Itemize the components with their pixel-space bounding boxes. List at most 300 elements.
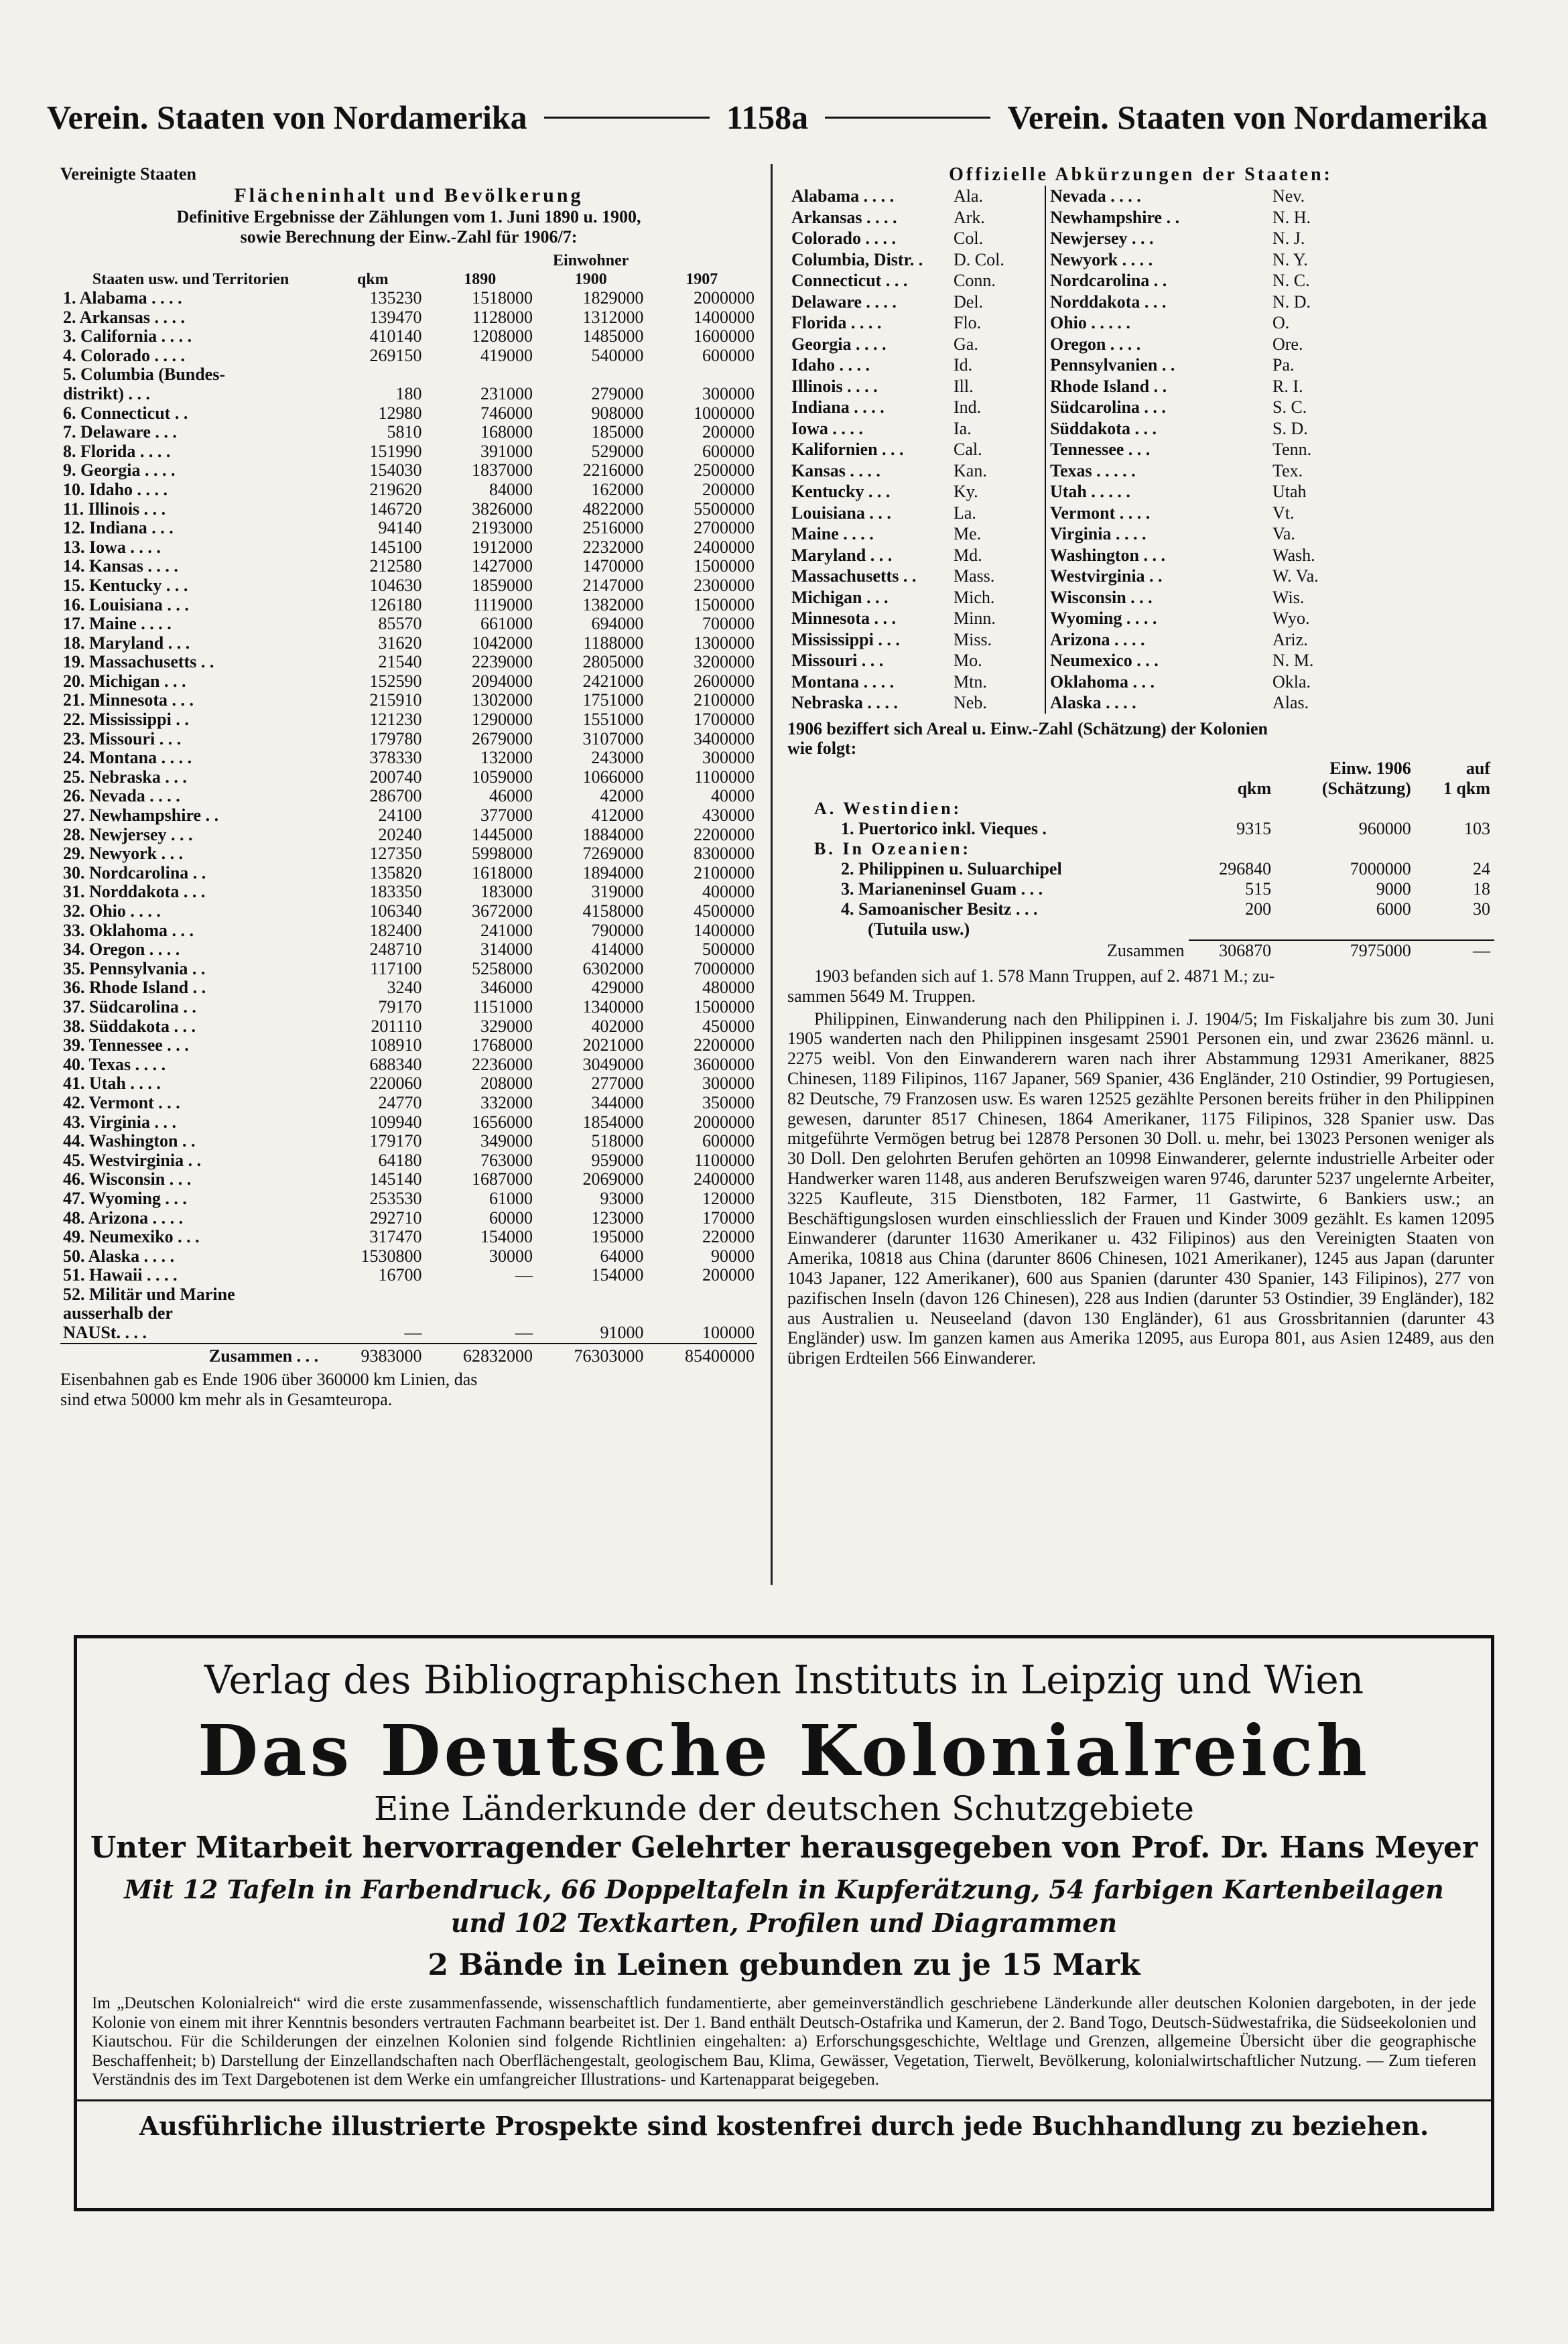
state-qkm: 180: [395, 383, 422, 403]
colony-einw: 960000: [1358, 819, 1411, 839]
pop-1907: 1600000: [694, 326, 755, 346]
state-qkm: 145100: [369, 537, 422, 557]
abbr-row: [787, 228, 1494, 249]
pop-1907: 5500000: [694, 499, 755, 519]
pop-1907: 200000: [702, 422, 755, 442]
state-qkm: 127350: [369, 844, 422, 864]
ad-divider: [77, 2099, 1491, 2101]
pop-1900: 1884000: [582, 824, 644, 844]
pop-1890: 391000: [480, 441, 533, 461]
state-qkm: 5810: [387, 422, 422, 442]
state-qkm: 12980: [378, 403, 422, 423]
abbr-row: [787, 692, 1494, 714]
col-header-qkm: qkm: [1237, 779, 1272, 799]
table-row: [60, 748, 757, 768]
state-name: 42. Vermont . . .: [63, 1092, 180, 1112]
abbr-state: Maine . . . .: [791, 524, 874, 543]
abbr-state: Nevada . . . .: [1050, 186, 1141, 206]
pop-1890: 30000: [488, 1246, 533, 1266]
header-1900: 1900: [574, 271, 607, 288]
pop-1890: 2679000: [471, 728, 533, 748]
abbr-code: Ind.: [950, 397, 1045, 418]
abbr-code: Col.: [950, 228, 1045, 249]
running-header: [47, 94, 1488, 141]
pop-1907: 2200000: [694, 824, 755, 844]
population-column: [60, 164, 757, 1410]
state-name: 4. Colorado . . . .: [63, 345, 185, 365]
colonies-intro: [787, 719, 1494, 759]
table-row: [60, 1323, 757, 1344]
abbr-code: N. Y.: [1272, 249, 1308, 269]
abbr-row: [787, 439, 1494, 460]
abbr-code: Alas.: [1272, 693, 1309, 712]
pop-1890: 241000: [480, 920, 533, 940]
abbr-row: [787, 503, 1494, 524]
state-qkm: 21540: [378, 652, 422, 672]
state-qkm: [321, 1304, 424, 1323]
population-table: [60, 251, 757, 1366]
abbr-code: Wash.: [1272, 545, 1315, 565]
table-row: [60, 289, 757, 308]
pop-1900: 1854000: [582, 1112, 644, 1132]
pop-1890: 2094000: [471, 671, 533, 691]
abbr-row: [787, 545, 1494, 566]
pop-1900: 1829000: [582, 288, 644, 308]
abbr-state: Pennsylvanien . .: [1050, 355, 1175, 375]
state-qkm: 79170: [378, 996, 422, 1017]
table-row: [60, 653, 757, 672]
pop-1890: 332000: [480, 1092, 533, 1112]
pop-1907: 600000: [702, 441, 755, 461]
pop-1907: 300000: [702, 1073, 755, 1094]
pop-1890: 1427000: [471, 556, 533, 576]
pop-1890: 1837000: [471, 460, 533, 480]
header-states: Staaten usw. und Territorien: [92, 271, 289, 288]
state-qkm: 410140: [369, 326, 422, 346]
state-qkm: 121230: [369, 710, 422, 730]
colony-total-qkm: 306870: [1189, 940, 1276, 961]
abbr-code: Ariz.: [1272, 629, 1308, 649]
state-name: 52. Militär und Marine: [63, 1284, 235, 1304]
pop-1907: 600000: [702, 345, 755, 365]
abbr-state: Newjersey . . .: [1050, 229, 1154, 248]
table-row: [60, 864, 757, 883]
total-1890: 62832000: [424, 1344, 535, 1366]
pop-1900: 2805000: [582, 652, 644, 672]
state-qkm: 145140: [369, 1169, 422, 1189]
table-row: [60, 1017, 757, 1037]
table-row: [60, 500, 757, 519]
state-name: 51. Hawaii . . . .: [63, 1265, 178, 1285]
abbr-row: [787, 397, 1494, 418]
pop-1907: 2100000: [694, 690, 755, 710]
pop-1900: 1312000: [582, 307, 644, 327]
state-qkm: 688340: [369, 1054, 422, 1074]
abbr-state: Colorado . . . .: [791, 229, 896, 248]
colony-note: (Tutuila usw.): [868, 919, 970, 939]
pop-1900: 2147000: [582, 575, 644, 595]
pop-1890: —: [515, 1323, 533, 1343]
table-row: [60, 806, 757, 826]
pop-1900: 42000: [600, 786, 644, 806]
abbr-state: Minnesota . . .: [791, 608, 896, 628]
abbr-row: [787, 460, 1494, 482]
pop-1900: 790000: [591, 920, 644, 940]
pop-1900: 277000: [591, 1073, 644, 1094]
table-row: [60, 1170, 757, 1189]
pop-1900: 185000: [591, 422, 644, 442]
pop-1900: 279000: [591, 383, 644, 403]
pop-1907: 2400000: [694, 537, 755, 557]
state-qkm: 126180: [369, 594, 422, 614]
pop-1900: 1485000: [582, 326, 644, 346]
state-name: 11. Illinois . . .: [63, 499, 166, 519]
state-qkm: 183350: [369, 882, 422, 902]
state-qkm: 85570: [378, 614, 422, 634]
pop-1890: 661000: [480, 614, 533, 634]
table-title: Flächeninhalt und Bevölkerung: [234, 184, 584, 206]
total-1907: 85400000: [646, 1344, 757, 1366]
state-name: distrikt) . . .: [63, 383, 150, 403]
abbr-code: Ill.: [950, 376, 1045, 397]
abbr-state: Massachusetts . .: [791, 566, 917, 586]
state-qkm: 64180: [378, 1150, 422, 1170]
state-qkm: 104630: [369, 575, 422, 595]
total-1900: 76303000: [535, 1344, 647, 1366]
colony-density: 24: [1473, 859, 1490, 879]
state-name: 16. Louisiana . . .: [63, 594, 189, 614]
pop-1890: 46000: [488, 786, 533, 806]
abbr-code: Ore.: [1272, 334, 1303, 354]
abbr-row: [787, 523, 1494, 545]
pop-1907: 8300000: [694, 844, 755, 864]
pop-1900: 123000: [591, 1208, 644, 1228]
state-name: 27. Newhampshire . .: [63, 805, 219, 826]
state-name: NAUSt. . . .: [63, 1323, 147, 1343]
state-name: 33. Oklahoma . . .: [63, 920, 194, 940]
header-right: Verein. Staaten von Nordamerika: [1007, 99, 1488, 136]
table-row: [60, 1304, 757, 1323]
state-name: 35. Pennsylvania . .: [63, 958, 206, 978]
abbr-row: [787, 671, 1494, 693]
table-row: [60, 672, 757, 692]
pop-1890: [424, 1285, 535, 1305]
colony-qkm: 296840: [1219, 859, 1272, 879]
state-qkm: 179780: [369, 728, 422, 748]
pop-1907: 2000000: [694, 288, 755, 308]
pop-1890: 2236000: [471, 1054, 533, 1074]
colonies-intro-line-1: 1906 beziffert sich Areal u. Einw.-Zahl (Schätzung) der Kolonien: [787, 718, 1268, 738]
state-name: 45. Westvirginia . .: [63, 1150, 202, 1170]
total-qkm: 9383000: [321, 1344, 424, 1366]
state-name: 49. Neumexiko . . .: [63, 1227, 200, 1247]
abbr-title: Offizielle Abkürzungen der Staaten:: [949, 164, 1333, 185]
pop-1890: —: [515, 1265, 533, 1285]
abbr-code: Va.: [1272, 524, 1295, 543]
abbr-code: Ga.: [950, 334, 1045, 355]
colony-name: 2. Philippinen u. Suluarchipel: [841, 859, 1062, 879]
abbr-state: Newhampshire . .: [1050, 207, 1180, 227]
pop-1900: 93000: [600, 1188, 644, 1208]
abbr-state: Louisiana . . .: [791, 503, 891, 523]
total-label: Zusammen . . .: [60, 1344, 321, 1366]
pop-1907: 450000: [702, 1016, 755, 1036]
pop-1900: 4822000: [582, 499, 644, 519]
troops-line-1: 1903 befanden sich auf 1. 578 Mann Truppen, auf 2. 4871 M.; zu-: [814, 966, 1275, 986]
state-name: 38. Süddakota . . .: [63, 1016, 196, 1036]
abbr-code: N. J.: [1272, 229, 1305, 248]
state-name: 29. Newyork . . .: [63, 844, 184, 864]
pop-1890: 1687000: [471, 1169, 533, 1189]
pop-1900: [535, 1304, 647, 1323]
table-row: [60, 327, 757, 346]
state-name: 14. Kansas . . . .: [63, 556, 178, 576]
pop-1907: 90000: [711, 1246, 755, 1266]
state-name: 26. Nevada . . . .: [63, 786, 180, 806]
state-name: 32. Ohio . . . .: [63, 901, 161, 921]
abbr-code: S. D.: [1272, 418, 1308, 438]
region-westindien: A. Westindien:: [814, 799, 962, 819]
pop-1900: 91000: [600, 1323, 644, 1343]
state-name: 48. Arizona . . . .: [63, 1208, 184, 1228]
pop-1890: 314000: [480, 939, 533, 960]
table-row: [60, 978, 757, 998]
abbr-code: Id.: [950, 354, 1045, 376]
pop-1890: 5258000: [471, 958, 533, 978]
abbr-code: La.: [950, 503, 1045, 524]
state-qkm: 94140: [378, 518, 422, 538]
abbr-state: Neumexico . . .: [1050, 651, 1159, 670]
abbr-code: Okla.: [1272, 671, 1311, 692]
abbr-state: Arkansas . . . .: [791, 207, 897, 227]
state-name: 17. Maine . . . .: [63, 614, 172, 634]
pop-1907: [646, 365, 757, 385]
table-row: [60, 960, 757, 979]
state-name: 28. Newjersey . . .: [63, 824, 193, 844]
region-ozeanien: B. In Ozeanien:: [814, 839, 972, 859]
state-name: 40. Texas . . . .: [63, 1054, 166, 1074]
state-name: 50. Alaska . . . .: [63, 1246, 175, 1266]
table-row: [60, 1055, 757, 1075]
pop-1907: 300000: [702, 383, 755, 403]
abbr-state: Michigan . . .: [791, 587, 889, 607]
pop-1900: 344000: [591, 1092, 644, 1112]
state-qkm: 1530800: [361, 1246, 422, 1266]
pop-1907: 3600000: [694, 1054, 755, 1074]
header-1890: 1890: [464, 271, 497, 288]
pop-1907: [646, 1285, 757, 1305]
state-name: 15. Kentucky . . .: [63, 575, 188, 595]
pop-1907: 3200000: [694, 652, 755, 672]
pop-1890: 1042000: [471, 633, 533, 653]
table-row: [60, 538, 757, 558]
pop-1900: 64000: [600, 1246, 644, 1266]
abbr-state: Nordcarolina . .: [1050, 271, 1167, 290]
table-row: [60, 365, 757, 385]
header-einwohner: Einwohner: [553, 252, 629, 269]
abbr-state: Washington . . .: [1050, 545, 1165, 565]
abbr-state: Missouri . . .: [791, 651, 884, 670]
state-qkm: 135230: [369, 288, 422, 308]
state-qkm: 182400: [369, 920, 422, 940]
state-name: 3. California . . . .: [63, 326, 192, 346]
abbr-state: Kentucky . . .: [791, 482, 891, 501]
pop-1890: 763000: [480, 1150, 533, 1170]
abbr-state: Oregon . . . .: [1050, 334, 1141, 354]
abbr-state: Oklahoma . . .: [1050, 671, 1155, 692]
pop-1890: 60000: [488, 1208, 533, 1228]
pop-1890: 1059000: [471, 767, 533, 787]
pop-1900: 3107000: [582, 728, 644, 748]
pop-1900: 2516000: [582, 518, 644, 538]
state-qkm: 109940: [369, 1112, 422, 1132]
pop-1900: 1551000: [582, 710, 644, 730]
colony-name: 1. Puertorico inkl. Vieques .: [841, 819, 1047, 839]
state-name: 47. Wyoming . . .: [63, 1188, 187, 1208]
abbr-row: [787, 418, 1494, 440]
abbr-state: Indiana . . . .: [791, 397, 885, 417]
state-qkm: 219620: [369, 479, 422, 499]
state-qkm: 24770: [378, 1092, 422, 1112]
table-row: [60, 596, 757, 615]
colony-density: 103: [1464, 819, 1490, 839]
state-name: 23. Missouri . . .: [63, 728, 182, 748]
state-name: 46. Wisconsin . . .: [63, 1169, 192, 1189]
state-name: 30. Nordcarolina . .: [63, 862, 206, 883]
abbr-code: N. M.: [1272, 651, 1314, 670]
ad-title: Das Deutsche Kolonialreich: [198, 1709, 1370, 1792]
state-name: 2. Arkansas . . . .: [63, 307, 186, 327]
state-name: 22. Mississippi . .: [63, 710, 189, 730]
state-qkm: 152590: [369, 671, 422, 691]
state-qkm: [321, 1285, 424, 1305]
pop-1900: 2232000: [582, 537, 644, 557]
pop-1900: 1751000: [582, 690, 644, 710]
pop-1907: 2000000: [694, 1112, 755, 1132]
table-row: [60, 1189, 757, 1209]
abbr-state: Connecticut . . .: [791, 271, 908, 290]
abbreviations-column: [787, 164, 1494, 1368]
table-row: [60, 576, 757, 596]
pop-1890: 231000: [480, 383, 533, 403]
pop-1907: 200000: [702, 1265, 755, 1285]
abbr-code: Mo.: [950, 650, 1045, 671]
state-name: 1. Alabama . . . .: [63, 288, 182, 308]
abbr-state: Norddakota . . .: [1050, 291, 1167, 312]
state-name: 25. Nebraska . . .: [63, 767, 187, 787]
pop-1890: 2239000: [471, 652, 533, 672]
table-row: [60, 519, 757, 538]
pop-1907: 2100000: [694, 862, 755, 883]
abbr-row: [787, 566, 1494, 587]
state-qkm: 286700: [369, 786, 422, 806]
pop-1907: 1000000: [694, 403, 755, 423]
state-name: 31. Norddakota . . .: [63, 882, 206, 902]
pop-1890: 84000: [488, 479, 533, 499]
pop-1907: 200000: [702, 479, 755, 499]
pop-1900: 243000: [591, 748, 644, 768]
abbr-code: N. H.: [1272, 207, 1311, 227]
troops-note: [787, 966, 1494, 1006]
pop-1890: 168000: [480, 422, 533, 442]
pop-1890: 1859000: [471, 575, 533, 595]
colony-name: 4. Samoanischer Besitz . . .: [841, 899, 1038, 919]
pop-1900: 429000: [591, 978, 644, 998]
pop-1890: 746000: [480, 403, 533, 423]
abbr-state: Rhode Island . .: [1050, 376, 1167, 396]
abbr-state: Mississippi . . .: [791, 629, 900, 649]
pop-1907: 430000: [702, 805, 755, 826]
pop-1890: 1912000: [471, 537, 533, 557]
table-row: [60, 998, 757, 1017]
table-row: [60, 557, 757, 576]
page-number: 1158a: [726, 99, 809, 136]
pop-1890: 1768000: [471, 1035, 533, 1055]
state-qkm: 269150: [369, 345, 422, 365]
abbr-state: Kansas . . . .: [791, 460, 880, 480]
state-qkm: 253530: [369, 1188, 422, 1208]
pop-1900: 6302000: [582, 958, 644, 978]
table-row: [60, 691, 757, 710]
state-name: 37. Südcarolina . .: [63, 996, 196, 1017]
table-row: [60, 346, 757, 366]
state-name: 19. Massachusetts . .: [63, 652, 214, 672]
state-qkm: 20240: [378, 824, 422, 844]
table-row: [60, 1036, 757, 1055]
abbr-row: [787, 650, 1494, 671]
abbr-code: D. Col.: [950, 249, 1045, 271]
abbr-code: W. Va.: [1272, 566, 1319, 586]
state-qkm: 220060: [369, 1073, 422, 1094]
state-qkm: —: [404, 1323, 422, 1343]
colony-qkm: 9315: [1236, 819, 1272, 839]
colony-total-einw: 7975000: [1275, 940, 1415, 961]
pop-1907: 3400000: [694, 728, 755, 748]
table-row: [60, 1113, 757, 1132]
state-qkm: 135820: [369, 862, 422, 883]
abbr-state: Virginia . . . .: [1050, 524, 1147, 543]
colony-einw: 6000: [1376, 899, 1411, 919]
pop-1900: 540000: [591, 345, 644, 365]
abbr-state: Utah . . . . .: [1050, 482, 1130, 501]
abbr-row: [787, 291, 1494, 313]
state-name: 43. Virginia . . .: [63, 1112, 177, 1132]
pop-1900: 2069000: [582, 1169, 644, 1189]
pop-1907: 600000: [702, 1131, 755, 1151]
table-row: [60, 1247, 757, 1266]
abbr-code: Cal.: [950, 439, 1045, 460]
abbr-code: Miss.: [950, 629, 1045, 651]
pop-1907: 2300000: [694, 575, 755, 595]
pop-1890: 329000: [480, 1016, 533, 1036]
colony-einw: 9000: [1376, 879, 1411, 899]
state-qkm: 139470: [369, 307, 422, 327]
abbr-row: [787, 270, 1494, 291]
abbr-state: Südcarolina . . .: [1050, 397, 1166, 417]
pop-1900: 1894000: [582, 862, 644, 883]
abbr-state: Süddakota . . .: [1050, 418, 1157, 438]
pop-1907: 480000: [702, 978, 755, 998]
abbr-code: Ark.: [950, 207, 1045, 229]
pop-1907: 2200000: [694, 1035, 755, 1055]
table-row: [60, 480, 757, 500]
abbr-state: Illinois . . . .: [791, 376, 878, 396]
state-name: 18. Maryland . . .: [63, 633, 190, 653]
colony-row: [787, 859, 1494, 879]
pop-1907: [646, 1304, 757, 1323]
table-row: [60, 461, 757, 480]
colonies-intro-line-2: wie folgt:: [787, 738, 857, 759]
